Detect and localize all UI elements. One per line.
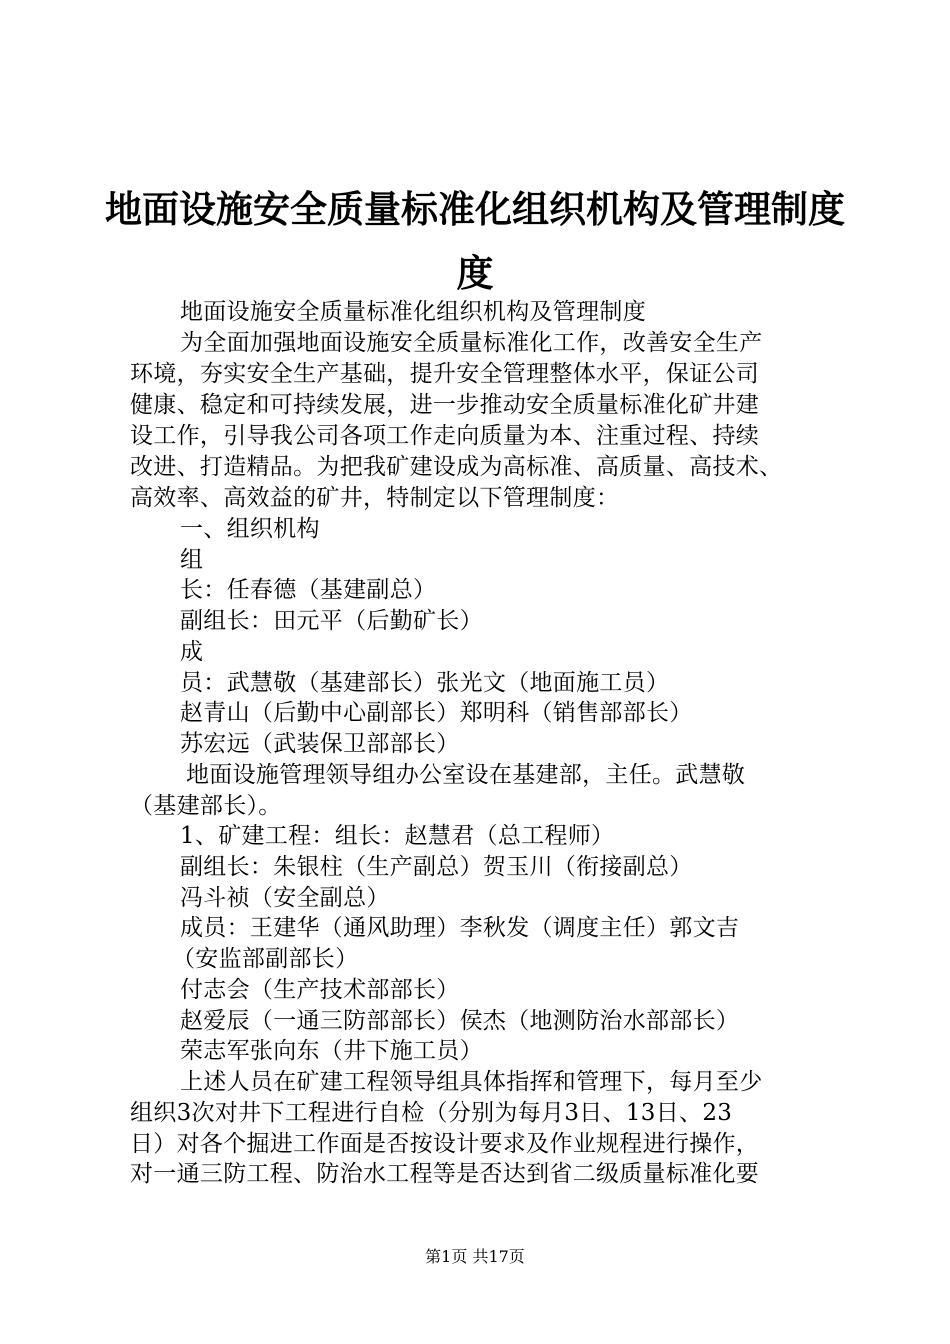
body-line: 荣志军张向东（井下施工员） <box>180 1038 483 1064</box>
body-line: 上述人员在矿建工程领导组具体指挥和管理下，每月至少 <box>180 1069 763 1095</box>
body-line: 健康、稳定和可持续发展，进一步推动安全质量标准化矿井建 <box>130 392 760 418</box>
body-line: 为全面加强地面设施安全质量标准化工作，改善安全生产 <box>180 330 763 356</box>
document-title: 地面设施安全质量标准化组织机构及管理制度 <box>105 188 845 231</box>
body-line: 冯斗祯（安全副总） <box>180 885 390 911</box>
body-line: 日）对各个掘进工作面是否按设计要求及作业规程进行操作， <box>130 1131 760 1157</box>
body-line: 设工作，引导我公司各项工作走向质量为本、注重过程、持续 <box>130 423 760 449</box>
document-title-continuation: 度 <box>456 252 494 295</box>
body-line: 改进、打造精品。为把我矿建设成为高标准、高质量、高技术、 <box>130 454 783 480</box>
body-line: 高效率、高效益的矿井，特制定以下管理制度： <box>130 485 620 511</box>
body-line: 成 <box>180 639 204 665</box>
section-heading: 一、组织机构 <box>180 516 320 542</box>
body-line: 成员：王建华（通风助理）李秋发（调度主任）郭文吉 <box>180 915 740 941</box>
body-line: 苏宏远（武装保卫部部长） <box>180 731 460 757</box>
body-line: 长：任春德（基建副总） <box>180 577 437 603</box>
body-line: 员：武慧敬（基建部长）张光文（地面施工员） <box>180 670 670 696</box>
body-line: 地面设施安全质量标准化组织机构及管理制度 <box>180 299 646 325</box>
body-line: 对一通三防工程、防治水工程等是否达到省二级质量标准化要 <box>130 1161 760 1187</box>
body-line: （基建部长）。 <box>130 793 282 819</box>
body-line: 副组长：朱银柱（生产副总）贺玉川（衔接副总） <box>180 854 693 880</box>
body-line: 环境，夯实安全生产基础，提升安全管理整体水平，保证公司 <box>130 361 760 387</box>
body-line: 赵爱辰（一通三防部部长）侯杰（地测防治水部部长） <box>180 1008 740 1034</box>
body-line: （安监部副部长） <box>172 946 359 972</box>
body-line: 副组长：田元平（后勤矿长） <box>180 608 483 634</box>
body-line: 1、矿建工程：组长：赵慧君（总工程师） <box>180 823 615 849</box>
body-line: 地面设施管理领导组办公室设在基建部，主任。武慧敬 <box>186 762 746 788</box>
body-line: 赵青山（后勤中心副部长）郑明科（销售部部长） <box>180 700 693 726</box>
body-line: 组织3次对井下工程进行自检（分别为每月3日、13日、23 <box>130 1100 733 1126</box>
body-line: 付志会（生产技术部部长） <box>180 977 460 1003</box>
page-number: 第1页 共17页 <box>425 1247 525 1266</box>
body-line: 组 <box>180 547 204 573</box>
